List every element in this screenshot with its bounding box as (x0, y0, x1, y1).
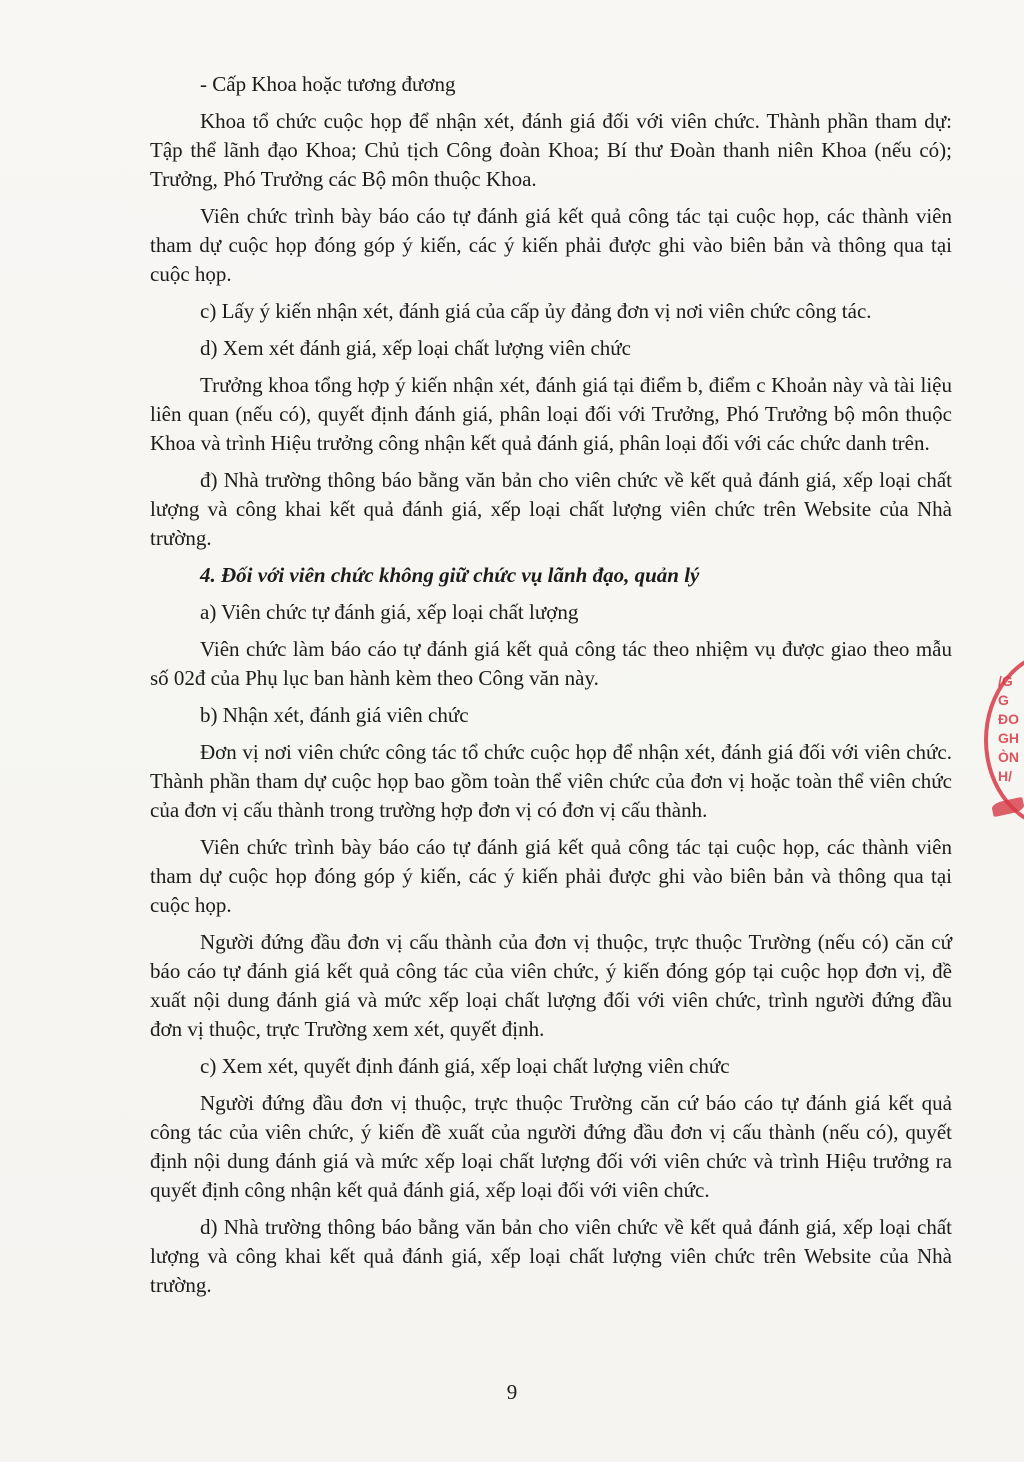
stamp-text (998, 672, 1024, 786)
stamp-fragment: ĐO (998, 711, 1019, 727)
paragraph: Khoa tổ chức cuộc họp để nhận xét, đánh giá đối với viên chức. Thành phần tham dự: Tập thể lãnh đạo Khoa; Chủ tịch Công đoàn Khoa; Bí thư Đoàn thanh niên Khoa (nếu có); Trưởng, Phó Trưởng các Bộ môn thuộc Khoa. (150, 109, 952, 191)
document-body (150, 70, 952, 1308)
stamp-fragment: ÒN (998, 749, 1019, 765)
section-heading: 4. Đối với viên chức không giữ chức vụ lãnh đạo, quản lý (200, 563, 700, 587)
paragraph: Người đứng đầu đơn vị cấu thành của đơn vị thuộc, trực thuộc Trường (nếu có) căn cứ báo cáo tự đánh giá kết quả công tác của viên chức, ý kiến đóng góp tại cuộc họp đơn vị, đề xuất nội dung đánh giá và mức xếp loại chất lượng đối với viên chức, trình người đứng đầu đơn vị thuộc, trực Trường xem xét, quyết định. (150, 930, 952, 1041)
paragraph-item: b) Nhận xét, đánh giá viên chức (200, 703, 469, 727)
paragraph-item: a) Viên chức tự đánh giá, xếp loại chất lượng (200, 600, 579, 624)
paragraph-item: c) Xem xét, quyết định đánh giá, xếp loại chất lượng viên chức (200, 1054, 730, 1078)
paragraph: Viên chức trình bày báo cáo tự đánh giá kết quả công tác tại cuộc họp, các thành viên tham dự cuộc họp đóng góp ý kiến, các ý kiến phải được ghi vào biên bản và thông qua tại cuộc họp. (150, 835, 952, 917)
stamp-fragment: G (998, 692, 1009, 708)
paragraph-item: c) Lấy ý kiến nhận xét, đánh giá của cấp ủy đảng đơn vị nơi viên chức công tác. (200, 299, 872, 323)
paragraph: Người đứng đầu đơn vị thuộc, trực thuộc Trường căn cứ báo cáo tự đánh giá kết quả công tác của viên chức, ý kiến đề xuất của người đứng đầu đơn vị cấu thành (nếu có), quyết định nội dung đánh giá và mức xếp loại chất lượng đối với viên chức và trình Hiệu trưởng ra quyết định công nhận kết quả đánh giá, xếp loại đối với viên chức. (150, 1091, 952, 1202)
paragraph-item: d) Xem xét đánh giá, xếp loại chất lượng viên chức (200, 336, 631, 360)
stamp-fragment: GH (998, 730, 1019, 746)
paragraph: Đơn vị nơi viên chức công tác tổ chức cuộc họp để nhận xét, đánh giá đối với viên chức. Thành phần tham dự cuộc họp bao gồm toàn thể viên chức của đơn vị hoặc toàn thể viên chức của đơn vị cấu thành trong trường hợp đơn vị có đơn vị cấu thành. (150, 740, 952, 822)
paragraph-item: - Cấp Khoa hoặc tương đương (200, 72, 456, 96)
red-seal-stamp (984, 650, 1024, 830)
paragraph: Trưởng khoa tổng hợp ý kiến nhận xét, đánh giá tại điểm b, điểm c Khoản này và tài liệu liên quan (nếu có), quyết định đánh giá, phân loại đối với Trưởng, Phó Trưởng bộ môn thuộc Khoa và trình Hiệu trưởng công nhận kết quả đánh giá, phân loại đối với các chức danh trên. (150, 373, 952, 455)
stamp-fragment: H/ (998, 768, 1012, 784)
stamp-fragment: /G (998, 673, 1013, 689)
paragraph: Viên chức trình bày báo cáo tự đánh giá kết quả công tác tại cuộc họp, các thành viên tham dự cuộc họp đóng góp ý kiến, các ý kiến phải được ghi vào biên bản và thông qua tại cuộc họp. (150, 204, 952, 286)
page-number: 9 (506, 1380, 518, 1404)
paragraph: đ) Nhà trường thông báo bằng văn bản cho viên chức về kết quả đánh giá, xếp loại chất lượng và công khai kết quả đánh giá, xếp loại chất lượng viên chức trên Website của Nhà trường. (150, 468, 952, 550)
paragraph: Viên chức làm báo cáo tự đánh giá kết quả công tác theo nhiệm vụ được giao theo mẫu số 02đ của Phụ lục ban hành kèm theo Công văn này. (150, 637, 952, 690)
paragraph: d) Nhà trường thông báo bằng văn bản cho viên chức về kết quả đánh giá, xếp loại chất lượng và công khai kết quả đánh giá, xếp loại chất lượng viên chức trên Website của Nhà trường. (150, 1215, 952, 1297)
